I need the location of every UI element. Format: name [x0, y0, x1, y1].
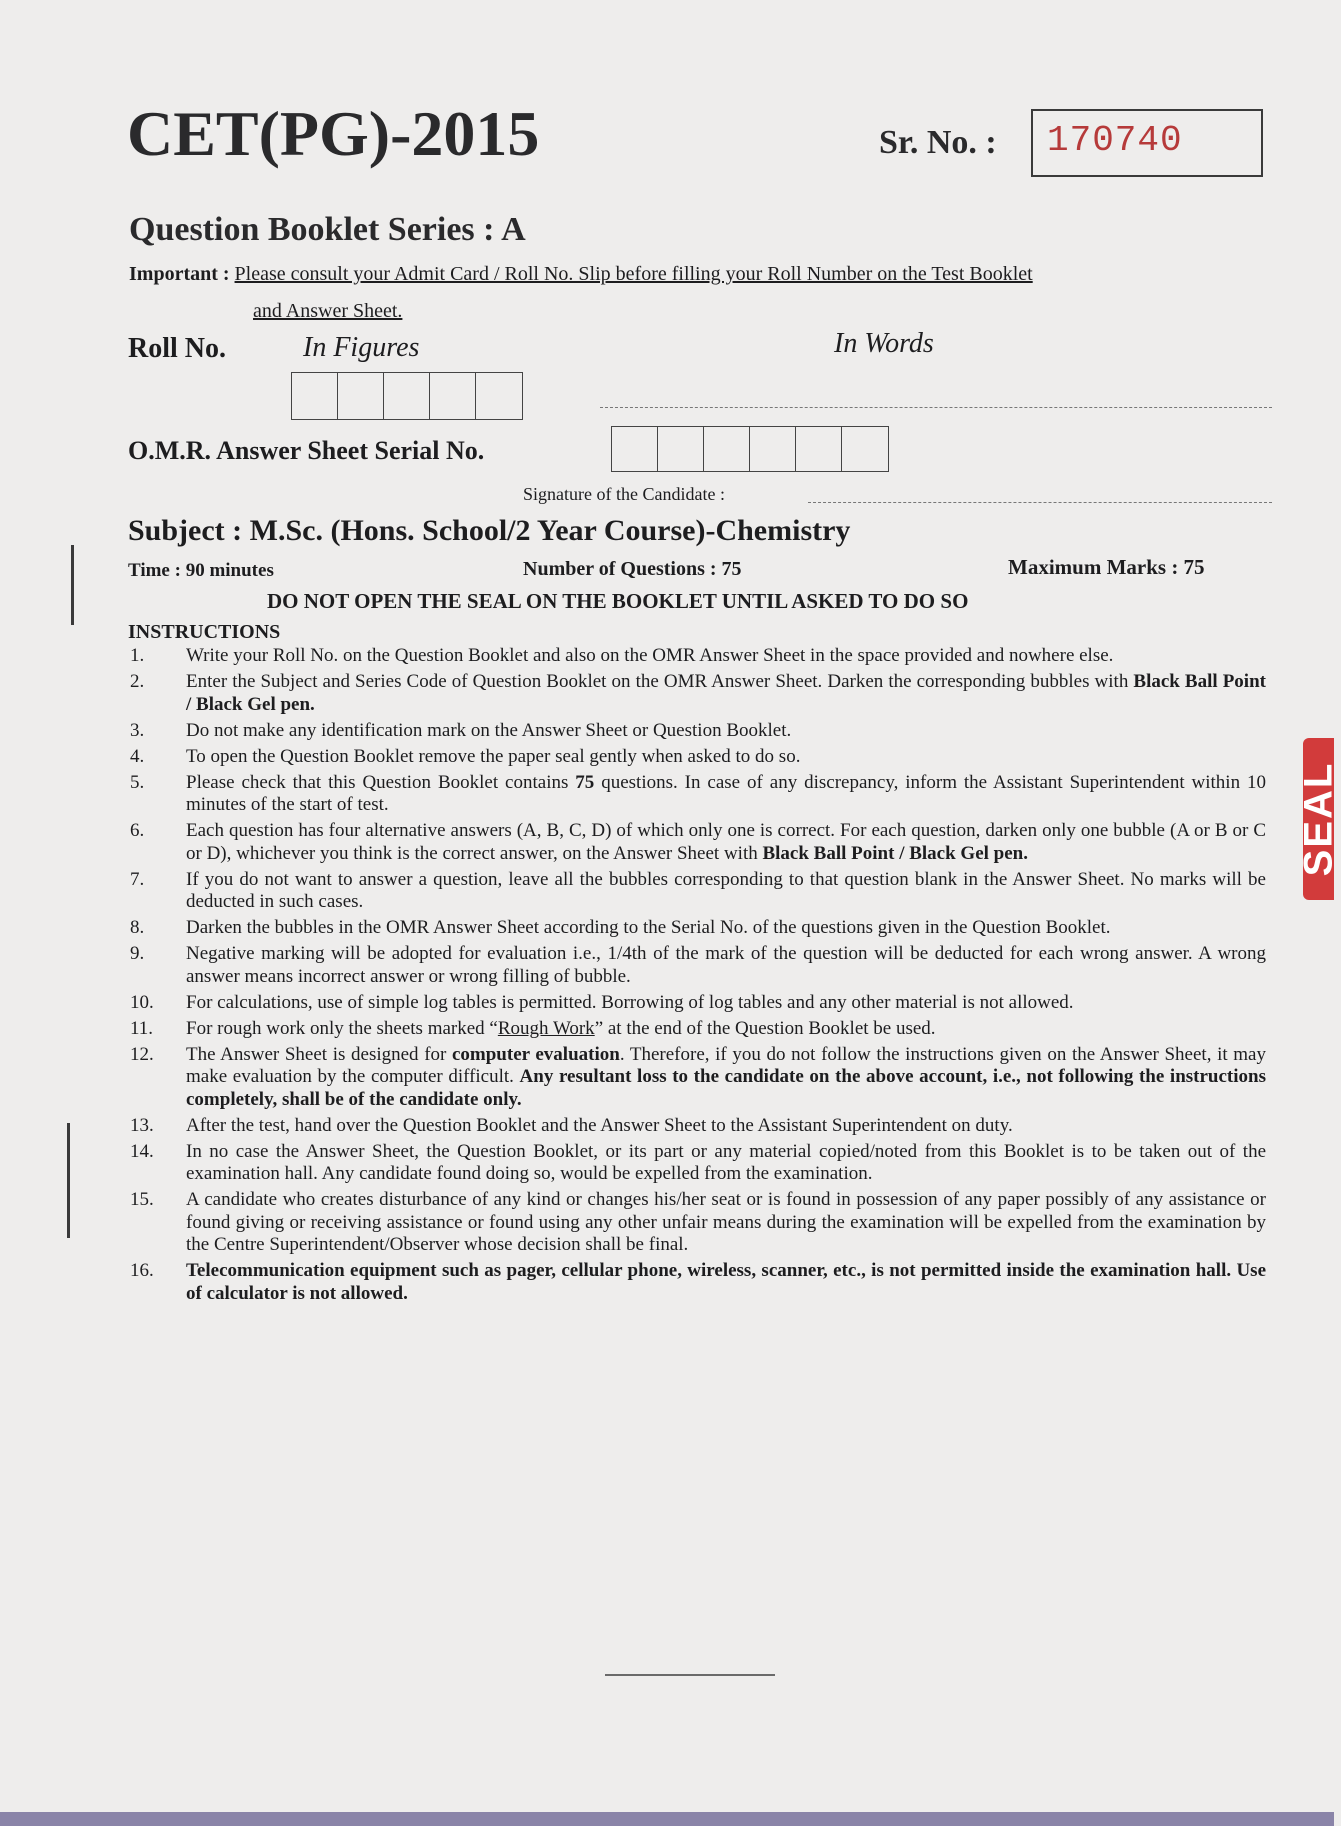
important-label: Important : — [129, 263, 230, 285]
instruction-item — [128, 720, 1266, 743]
instruction-item — [128, 645, 1266, 668]
important-text-continued: and Answer Sheet. — [253, 300, 403, 322]
instruction-number: 11. — [130, 1017, 154, 1039]
roll-number-figure-boxes[interactable] — [291, 372, 523, 420]
instruction-text — [186, 1018, 1266, 1041]
instruction-text — [186, 1044, 1266, 1112]
instruction-text-part: Please check that this Question Booklet contains — [186, 771, 576, 793]
time-label: Time : 90 minutes — [128, 560, 274, 581]
instruction-number: 1. — [130, 645, 145, 666]
instruction-item — [128, 1260, 1266, 1305]
roll-number-label: Roll No. — [128, 333, 226, 364]
digit-box[interactable] — [612, 427, 658, 471]
digit-box[interactable] — [750, 427, 796, 471]
instruction-text — [186, 1141, 1266, 1186]
in-words-label: In Words — [834, 328, 934, 359]
instruction-number: 9. — [130, 943, 145, 964]
instruction-number: 12. — [130, 1043, 154, 1065]
instruction-text — [186, 772, 1266, 817]
instruction-number: 14. — [130, 1140, 154, 1162]
instruction-text-part: For rough work only the sheets marked “ — [186, 1017, 498, 1039]
subject-title: Subject : M.Sc. (Hons. School/2 Year Course)-Chemistry — [128, 514, 851, 547]
booklet-series-title: Question Booklet Series : A — [129, 211, 526, 248]
instruction-item — [128, 992, 1266, 1015]
instruction-text-part: Each question has four alternative answers (A, B, C, D) of which only one is correct. For each question, darken only one bubble (A or B or C or D), whichever you think is the correct answer, on the Answer Sheet with — [186, 820, 1266, 864]
instruction-text-part: Do not make any identification mark on the Answer Sheet or Question Booklet. — [186, 719, 792, 741]
instruction-text-part: Telecommunication equipment such as pager, cellular phone, wireless, scanner, etc., is not permitted inside the examination hall. Use of calculator is not allowed. — [186, 1260, 1266, 1304]
instruction-text-part: After the test, hand over the Question Booklet and the Answer Sheet to the Assistant Superintendent on duty. — [186, 1114, 1013, 1136]
instruction-text-part: ” at the end of the Question Booklet be used. — [594, 1017, 936, 1039]
instruction-text-part: Any resultant loss to the candidate on the above account, i.e., not following the instructions completely, shall be of the candidate only. — [186, 1066, 1266, 1110]
instruction-text-part: . Therefore, if you do not follow the instructions given on the Answer Sheet, it may make evaluation by the computer difficult. — [186, 1043, 1266, 1087]
instruction-text-part: Rough Work — [497, 1017, 595, 1039]
instruction-text — [186, 1189, 1266, 1257]
digit-box[interactable] — [796, 427, 842, 471]
instruction-text-part: If you do not want to answer a question, leave all the bubbles corresponding to that question blank in the Answer Sheet. No marks will be deducted in such cases. — [186, 868, 1266, 912]
instruction-item — [128, 746, 1266, 769]
signature-label: Signature of the Candidate : — [523, 484, 725, 504]
instruction-text — [186, 746, 1266, 769]
instruction-item — [128, 943, 1266, 988]
instruction-text-part: A candidate who creates disturbance of any kind or changes his/her seat or is found in possession of any paper possibly of any assistance or found giving or receiving assistance or found using any other unfair means during the examination will be expelled from the examination by the Centre Superintendent/Observer whose decision shall be final. — [186, 1189, 1266, 1255]
instruction-number: 7. — [130, 868, 145, 890]
instruction-number: 16. — [130, 1260, 154, 1281]
binder-mark — [67, 1123, 70, 1238]
digit-box[interactable] — [430, 373, 476, 419]
instructions-list — [128, 645, 1266, 1309]
digit-box[interactable] — [338, 373, 384, 419]
instruction-text-part: In no case the Answer Sheet, the Question Booklet, or its part or any material copied/noted from this Booklet is to be taken out of the examination hall. Any candidate found doing so, would be expelled from the examination. — [186, 1140, 1266, 1184]
number-of-questions-label: Number of Questions : 75 — [523, 558, 742, 580]
instruction-item — [128, 1141, 1266, 1186]
instruction-item — [128, 917, 1266, 940]
instruction-number: 3. — [130, 719, 145, 741]
instruction-item — [128, 1018, 1266, 1041]
instruction-item — [128, 1044, 1266, 1112]
digit-box[interactable] — [704, 427, 750, 471]
serial-number-value: 170740 — [1047, 120, 1183, 161]
instruction-number: 5. — [130, 771, 145, 793]
instruction-text — [186, 820, 1266, 865]
instruction-item — [128, 869, 1266, 914]
instruction-text-part: Write your Roll No. on the Question Booklet and also on the OMR Answer Sheet in the space provided and nowhere else. — [186, 645, 1114, 666]
page-bottom-edge — [0, 1812, 1334, 1826]
bottom-center-mark — [605, 1674, 775, 1676]
seal-label: SEAL — [1296, 761, 1340, 877]
maximum-marks-label: Maximum Marks : 75 — [1008, 555, 1205, 579]
digit-box[interactable] — [842, 427, 888, 471]
instruction-item — [128, 671, 1266, 716]
instruction-item — [128, 1189, 1266, 1257]
instruction-text-part: 75 — [575, 771, 595, 793]
instruction-text-part: To open the Question Booklet remove the paper seal gently when asked to do so. — [186, 745, 801, 767]
roll-number-words-line[interactable] — [600, 407, 1272, 408]
digit-box[interactable] — [384, 373, 430, 419]
do-not-open-warning: DO NOT OPEN THE SEAL ON THE BOOKLET UNTIL ASKED TO DO SO — [267, 589, 969, 613]
instruction-text — [186, 671, 1266, 716]
instruction-text — [186, 917, 1266, 940]
instruction-number: 15. — [130, 1189, 154, 1210]
instruction-text — [186, 869, 1266, 914]
seal-tab[interactable] — [1296, 738, 1340, 900]
instruction-text — [186, 992, 1266, 1015]
omr-serial-boxes[interactable] — [611, 426, 889, 472]
instruction-text-part: Black Ball Point / Black Gel pen. — [762, 842, 1028, 864]
instruction-number: 6. — [130, 820, 145, 841]
instructions-heading: INSTRUCTIONS — [128, 621, 281, 643]
binder-mark — [71, 545, 74, 625]
serial-number-label: Sr. No. : — [879, 124, 997, 161]
important-note — [129, 263, 1033, 286]
instruction-text — [186, 720, 1266, 743]
instruction-number: 2. — [130, 671, 145, 692]
instruction-item — [128, 820, 1266, 865]
instruction-text-part: Darken the bubbles in the OMR Answer Sheet according to the Serial No. of the questions given in the Question Booklet. — [186, 917, 1111, 938]
instruction-text — [186, 645, 1266, 668]
instruction-number: 8. — [130, 917, 145, 938]
in-figures-label: In Figures — [303, 332, 420, 363]
instruction-text-part: Black Ball Point / Black Gel pen. — [186, 671, 1266, 715]
omr-serial-label: O.M.R. Answer Sheet Serial No. — [128, 436, 485, 465]
instruction-text-part: questions. In case of any discrepancy, inform the Assistant Superintendent within 10 minutes of the start of test. — [186, 771, 1266, 815]
instruction-text-part: For calculations, use of simple log tables is permitted. Borrowing of log tables and any other material is not allowed. — [186, 991, 1074, 1013]
instruction-number: 10. — [130, 991, 154, 1013]
instruction-text-part: computer evaluation — [451, 1043, 620, 1065]
instruction-item — [128, 1115, 1266, 1138]
instruction-number: 4. — [130, 745, 145, 767]
instruction-text-part: The Answer Sheet is designed for — [186, 1043, 452, 1065]
exam-title: CET(PG)-2015 — [127, 98, 540, 169]
digit-box[interactable] — [658, 427, 704, 471]
signature-line[interactable] — [808, 502, 1272, 503]
instruction-text — [186, 1115, 1266, 1138]
digit-box[interactable] — [292, 373, 338, 419]
instruction-text-part: Enter the Subject and Series Code of Question Booklet on the OMR Answer Sheet. Darken the corresponding bubbles with — [186, 671, 1134, 692]
instruction-text — [186, 943, 1266, 988]
instruction-text — [186, 1260, 1266, 1305]
important-text: Please consult your Admit Card / Roll No. Slip before filling your Roll Number on the Test Booklet — [234, 263, 1033, 285]
instruction-number: 13. — [130, 1114, 154, 1136]
digit-box[interactable] — [476, 373, 522, 419]
instruction-text-part: Negative marking will be adopted for evaluation i.e., 1/4th of the mark of the question will be deducted for each wrong answer. A wrong answer means incorrect answer or wrong filling of bubble. — [186, 943, 1266, 987]
instruction-item — [128, 772, 1266, 817]
